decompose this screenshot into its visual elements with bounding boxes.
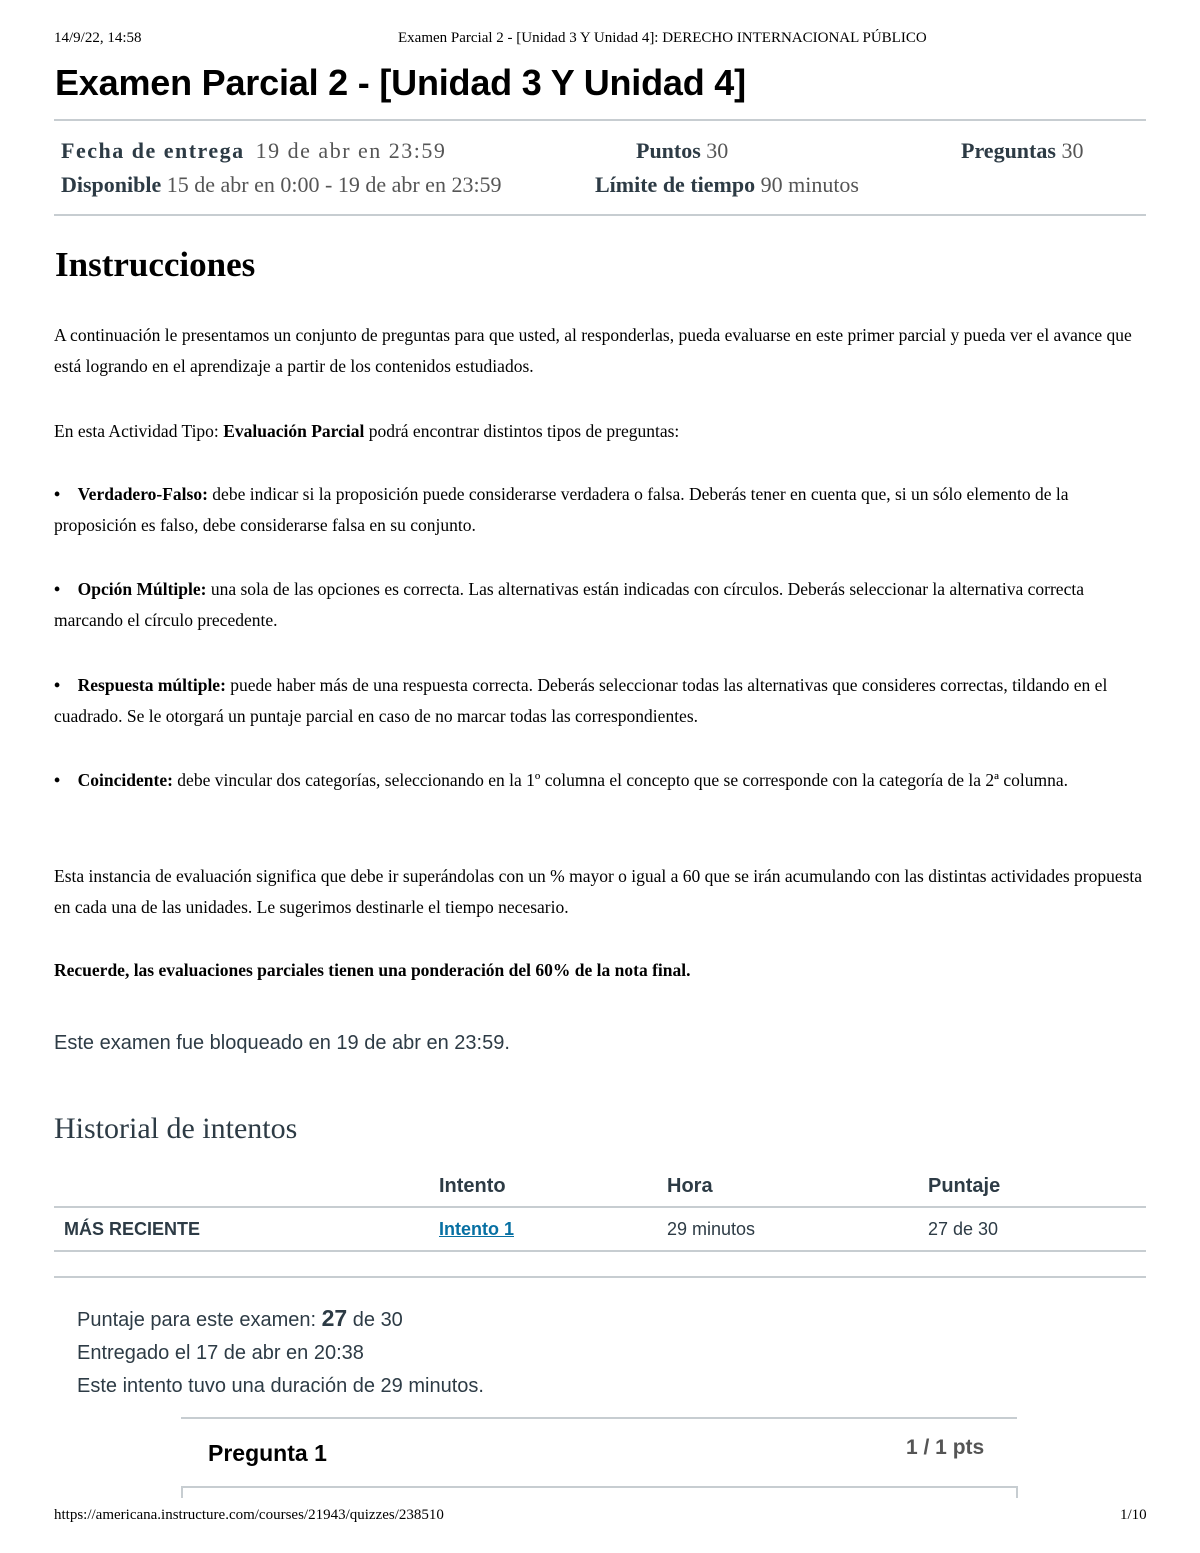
available-label: Disponible	[61, 172, 162, 197]
bullet-icon: •	[54, 675, 61, 695]
bullet-matching	[54, 765, 1154, 796]
history-heading: Historial de intentos	[54, 1112, 298, 1145]
bullet-multiple-answer	[54, 670, 1154, 732]
print-url: https://americana.instructure.com/courses/21943/quizzes/238510	[54, 1507, 444, 1523]
quiz-score: Puntaje para este examen: 27 de 30	[77, 1305, 403, 1331]
column-header-time: Hora	[667, 1168, 928, 1207]
bullet-multiple-choice	[54, 574, 1154, 636]
time-cell: 29 minutos	[667, 1207, 928, 1251]
due-date	[61, 138, 446, 164]
bullet-term: Coincidente:	[77, 770, 173, 790]
question-points: 1 / 1 pts	[906, 1436, 985, 1459]
question-card-header-border	[181, 1486, 1017, 1488]
due-date-label: Fecha de entrega	[61, 138, 245, 163]
threshold-note: Esta instancia de evaluación significa que debe ir superándolas con un % mayor o igual a 60 que se irán acumulando con las distintas actividades propuesta en cada una de las unidades. Le sugerimos destinarle el tiempo necesario.	[54, 866, 1143, 917]
activity-type: Evaluación Parcial	[223, 421, 365, 441]
available-value: 15 de abr en 0:00 - 19 de abr en 23:59	[166, 172, 502, 197]
column-header-score: Puntaje	[928, 1168, 1146, 1207]
bullet-text: debe indicar si la proposición puede considerarse verdadera o falsa. Deberás tener en cuenta que, si un sólo elemento de la proposición es falso, debe considerarse falsa en su conjunto.	[54, 484, 1069, 535]
print-datetime: 14/9/22, 14:58	[54, 30, 142, 46]
print-page-number: 1/10	[1120, 1507, 1147, 1523]
divider	[54, 1276, 1146, 1278]
print-document-title: Examen Parcial 2 - [Unidad 3 Y Unidad 4]: DERECHO INTERNACIONAL PÚBLICO	[398, 30, 927, 46]
page-title: Examen Parcial 2 - [Unidad 3 Y Unidad 4]	[55, 62, 746, 103]
divider	[54, 214, 1146, 216]
divider	[54, 119, 1146, 121]
instructions-intro: A continuación le presentamos un conjunto de preguntas para que usted, al responderlas, pueda evaluarse en este primer parcial y pueda ver el avance que está logrando en el aprendizaje a partir de los contenidos estudiados.	[54, 325, 1132, 376]
column-header-attempt: Intento	[439, 1168, 667, 1207]
submitted-at: Entregado el 17 de abr en 20:38	[77, 1342, 364, 1364]
locked-notice: Este examen fue bloqueado en 19 de abr en 23:59.	[54, 1032, 510, 1054]
attempt-duration: Este intento tuvo una duración de 29 minutos.	[77, 1375, 484, 1397]
time-limit	[595, 172, 859, 198]
bullet-icon: •	[54, 579, 61, 599]
question-types-intro: En esta Actividad Tipo: Evaluación Parcial podrá encontrar distintos tipos de preguntas:	[54, 421, 680, 441]
bullet-term: Opción Múltiple:	[77, 579, 207, 599]
bullet-true-false	[54, 479, 1154, 541]
bullet-term: Verdadero-Falso:	[77, 484, 208, 504]
questions-value: 30	[1061, 138, 1084, 163]
question-title: Pregunta 1	[208, 1440, 327, 1466]
attempt-history-table	[54, 1168, 1146, 1252]
attempt-cell	[439, 1207, 667, 1251]
score-value: 27	[321, 1305, 348, 1331]
bullet-text: una sola de las opciones es correcta. Las alternativas están indicadas con círculos. Deberás seleccionar la alternativa correcta marcando el círculo precedente.	[54, 579, 1084, 630]
time-limit-label: Límite de tiempo	[595, 172, 756, 197]
row-label: MÁS RECIENTE	[54, 1207, 439, 1251]
table-header-row	[54, 1168, 1146, 1207]
weighting-note: Recuerde, las evaluaciones parciales tienen una ponderación del 60% de la nota final.	[54, 960, 691, 980]
points-label: Puntos	[636, 138, 701, 163]
bullet-icon: •	[54, 484, 61, 504]
bullet-text: debe vincular dos categorías, seleccionando en la 1º columna el concepto que se corresponde con la categoría de la 2ª columna.	[172, 770, 1069, 790]
points	[636, 138, 728, 164]
attempt-link[interactable]: Intento 1	[439, 1218, 514, 1239]
questions-label: Preguntas	[961, 138, 1056, 163]
availability	[61, 172, 502, 198]
time-limit-value: 90 minutos	[760, 172, 859, 197]
score-cell: 27 de 30	[928, 1207, 1146, 1251]
instructions-heading: Instrucciones	[55, 245, 256, 284]
table-row	[54, 1207, 1146, 1251]
bullet-term: Respuesta múltiple:	[77, 675, 226, 695]
column-header	[54, 1168, 439, 1207]
questions-count	[961, 138, 1083, 164]
due-date-value: 19 de abr en 23:59	[255, 138, 447, 163]
points-value: 30	[706, 138, 729, 163]
bullet-text: puede haber más de una respuesta correcta. Deberás seleccionar todas las alternativas que consideres correctas, tildando en el cuadrado. Se le otorgará un puntaje parcial en caso de no marcar todas las correspondientes.	[54, 675, 1108, 726]
bullet-icon: •	[54, 770, 61, 790]
